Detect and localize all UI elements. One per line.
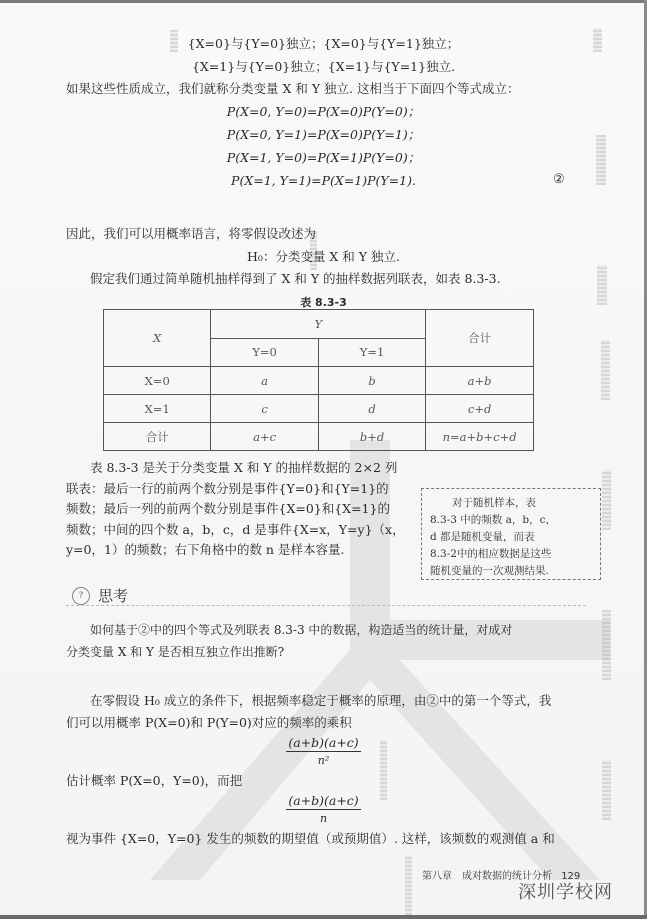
bleed-mark bbox=[601, 340, 610, 400]
cell: c bbox=[211, 395, 318, 423]
page-number: 129 bbox=[561, 871, 581, 882]
think-title: 思考 bbox=[98, 587, 129, 605]
therefore-text: 因此，我们可以用概率语言，将零假设改述为 bbox=[66, 226, 317, 241]
cell: d bbox=[318, 395, 425, 423]
table-row bbox=[104, 423, 534, 451]
cell: c+d bbox=[426, 395, 534, 423]
cell: a+c bbox=[211, 423, 318, 451]
margin-note bbox=[421, 488, 601, 580]
independence-line-2: {X=1}与{Y=0}独立；{X=1}与{Y=1}独立. bbox=[191, 59, 456, 74]
row-label: 合计 bbox=[104, 423, 211, 451]
header-y: Y bbox=[211, 310, 426, 339]
question-circle-icon: ? bbox=[72, 587, 90, 605]
contingency-table bbox=[103, 309, 534, 451]
equation-2: P(X=0, Y=1)=P(X=0)P(Y=1)； bbox=[226, 127, 421, 142]
table-row bbox=[104, 395, 534, 423]
cell: a+b bbox=[426, 367, 534, 395]
think-question-line-2: 分类变量 X 和 Y 是否相互独立作出推断? bbox=[66, 645, 285, 659]
explain-line: 表 8.3-3 是关于分类变量 X 和 Y 的抽样数据的 2×2 列 bbox=[90, 460, 398, 475]
header-y1: Y=1 bbox=[318, 338, 425, 367]
note-line: 8.3-2中的相应数据是这些 bbox=[430, 548, 552, 560]
footer-chapter: 第八章 成对数据的统计分析 bbox=[422, 871, 552, 882]
row-label: X=1 bbox=[104, 395, 211, 423]
null-hypothesis: H₀：分类变量 X 和 Y 独立. bbox=[247, 249, 400, 264]
row-label: X=0 bbox=[104, 367, 211, 395]
cell: a bbox=[211, 367, 318, 395]
cell: b bbox=[318, 367, 425, 395]
table-row bbox=[104, 367, 534, 395]
explain-line: 频数；最后一列的前两个数分别是事件{X=0}和{X=1}的 bbox=[66, 501, 390, 516]
last-line: 视为事件 {X=0，Y=0} 发生的频数的期望值（或预期值）. 这样，该频数的观测值 a 和 bbox=[66, 831, 555, 846]
scan-top-edge bbox=[0, 0, 647, 3]
estimate-line: 估计概率 P(X=0，Y=0)，而把 bbox=[66, 773, 243, 788]
fraction-2-denominator: n bbox=[319, 812, 328, 825]
fraction-1-numerator: (a+b)(a+c) bbox=[288, 735, 359, 750]
site-watermark: 深圳学校网 bbox=[518, 882, 613, 903]
fraction-2-numerator: (a+b)(a+c) bbox=[288, 793, 359, 808]
explain-line: 联表：最后一行的前两个数分别是事件{Y=0}和{Y=1}的 bbox=[66, 480, 389, 496]
note-line: 对于随机样本，表 bbox=[452, 497, 536, 509]
think-divider bbox=[66, 605, 586, 607]
cell: n=a+b+c+d bbox=[426, 423, 534, 451]
equation-4: P(X=1, Y=1)=P(X=1)P(Y=1). bbox=[231, 173, 416, 188]
equation-number: ② bbox=[553, 172, 565, 187]
body-line-2: 们可以用概率 P(X=0)和 P(Y=0)对应的频率的乘积 bbox=[66, 715, 352, 730]
intro-text: 如果这些性质成立，我们就称分类变量 X 和 Y 独立. 这相当于下面四个等式成立： bbox=[66, 81, 520, 96]
header-x: X bbox=[104, 310, 211, 367]
fraction-1 bbox=[0, 735, 647, 767]
header-total: 合计 bbox=[426, 310, 534, 367]
body-line-1: 在零假设 H₀ 成立的条件下，根据频率稳定于概率的原理，由②中的第一个等式，我 bbox=[90, 693, 552, 708]
scan-bottom-edge bbox=[0, 915, 647, 919]
equation-1: P(X=0, Y=0)=P(X=0)P(Y=0)； bbox=[226, 104, 421, 119]
equation-3: P(X=1, Y=0)=P(X=1)P(Y=0)； bbox=[226, 150, 421, 165]
table-caption: 表 8.3-3 bbox=[300, 296, 347, 309]
cell: b+d bbox=[318, 423, 425, 451]
note-line: 随机变量的一次观测结果. bbox=[430, 565, 549, 577]
note-line: d 都是随机变量，而表 bbox=[430, 531, 535, 543]
independence-line-1: {X=0}与{Y=0}独立；{X=0}与{Y=1}独立； bbox=[187, 36, 460, 51]
fraction-1-denominator: n² bbox=[317, 754, 330, 767]
note-line: 8.3-3 中的频数 a，b，c， bbox=[430, 514, 556, 526]
header-y0: Y=0 bbox=[211, 338, 318, 367]
explain-line: 频数；中间的四个数 a，b，c，d 是事件{X=x，Y=y}（x， bbox=[66, 521, 405, 537]
think-section-header bbox=[72, 585, 128, 606]
assume-text: 假定我们通过简单随机抽样得到了 X 和 Y 的抽样数据列联表，如表 8.3-3. bbox=[90, 271, 501, 286]
think-question-line-1: 如何基于②中的四个等式及列联表 8.3-3 中的数据，构造适当的统计量，对成对 bbox=[90, 623, 513, 637]
table-explanation bbox=[66, 458, 411, 561]
fraction-2 bbox=[0, 793, 647, 825]
explain-line: y=0，1）的频数；右下角格中的数 n 是样本容量. bbox=[66, 542, 345, 557]
